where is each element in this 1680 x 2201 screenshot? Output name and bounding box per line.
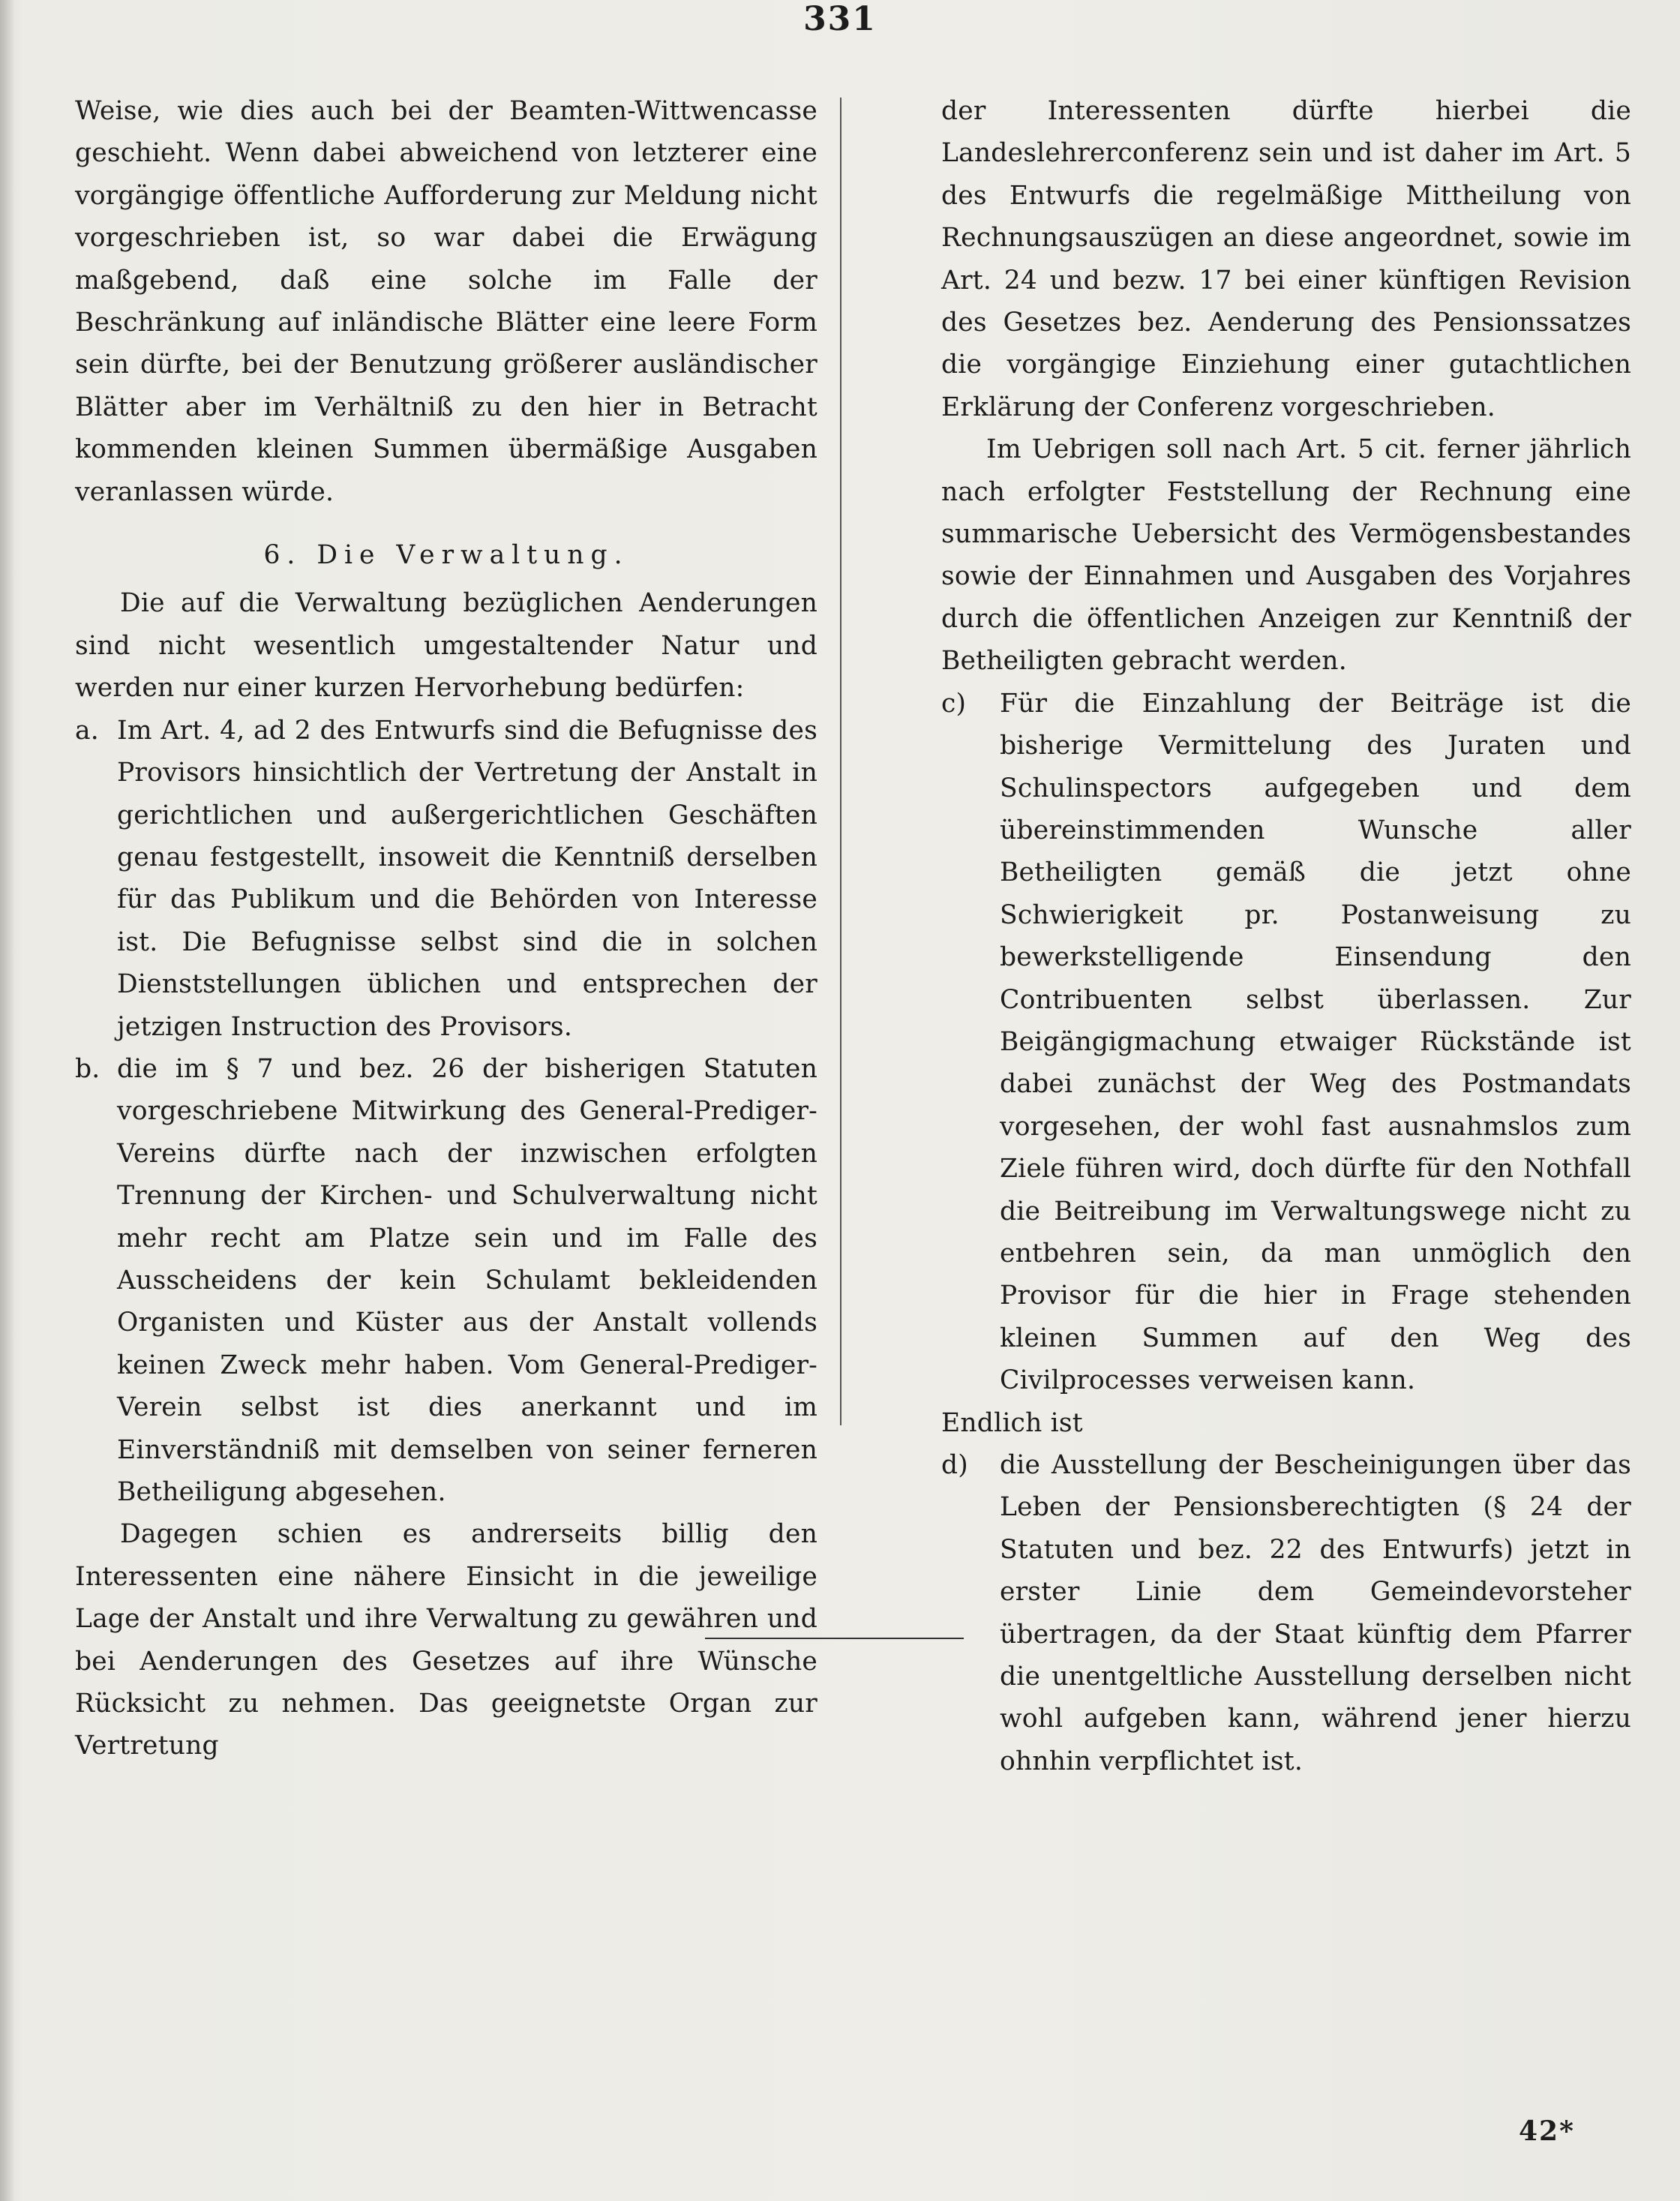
right-second-paragraph: Im Uebrigen soll nach Art. 5 cit. ferner jährlich nach erfolgter Feststellung der Rechnung eine summarische Uebersicht des Vermögensbestandes sowie der Einnahmen und Ausgaben des Vorjahres durch die öffentlichen Anzeigen zur Kenntniß der Betheiligten gebracht werden. [941,434,1631,677]
right-continuation-paragraph: der Interessenten dürfte hierbei die Landeslehrerconferenz sein und ist daher im Art. 5 des Entwurfs die regelmäßige Mittheilung von Rechnungsauszügen an diese angeordnet, sowie im Art. 24 und bezw. 17 bei einer künftigen Revision des Gesetzes bez. Aenderung des Pensionssatzes die vorgängige Einziehung einer gutachtlichen Erklärung der Conferenz vorgeschrieben. [941,96,1631,422]
footer-rule [705,1638,964,1639]
list-item-b-label: b. [75,1053,100,1084]
list-item-a-text: Im Art. 4, ad 2 des Entwurfs sind die Befugnisse des Provisors hinsichtlich der Vertretung der Anstalt in gerichtlichen und außergerichtlichen Geschäften genau festgestellt, insoweit die Kenntniß derselben für das Publikum und die Behörden von Interesse ist. Die Befugnisse selbst sind die in solchen Dienststellungen üblichen und entsprechen der jetzigen Instruction des Provisors. [117,715,818,1042]
column-divider [840,98,842,1425]
section-heading: 6. Die Verwaltung. [263,540,629,571]
page-binding-shadow [0,0,14,2201]
signature-mark: 42* [1519,2115,1575,2147]
list-item-a [75,710,818,1048]
list-item-b [75,1048,818,1513]
list-item-c [941,683,1631,1402]
list-item-a-label: a. [75,715,99,746]
list-item-d-text: die Ausstellung der Bescheinigungen über das Leben der Pensionsberechtigten (§ 24 der Statuten und bez. 22 des Entwurfs) jetzt in erster Linie dem Gemeindevorsteher übertragen, da der Staat künftig dem Pfarrer die unentgeltliche Ausstellung derselben nicht wohl aufgeben kann, während jener hierzu ohnhin verpflichtet ist. [1000,1450,1631,1776]
list-item-c-text: Für die Einzahlung der Beiträge ist die bisherige Vermittelung des Juraten und Schulinspectors aufgegeben und dem übereinstimmenden Wunsche aller Betheiligten gemäß die jetzt ohne Schwierigkeit pr. Postanweisung zu bewerkstelligende Einsendung den Contribuenten selbst überlassen. Zur Beigängigmachung etwaiger Rückstände ist dabei zunächst der Weg des Postmandats vorgesehen, der wohl fast ausnahmslos zum Ziele führen wird, doch dürfte für den Nothfall die Beitreibung im Verwaltungswege nicht zu entbehren sein, da man unmöglich den Provisor für die hier in Frage stehenden kleinen Summen auf den Weg des Civilprocesses verweisen kann. [1000,688,1631,1396]
page-number: 331 [803,0,877,38]
list-item-c-label: c) [941,688,967,719]
list-item-d-label: d) [941,1450,968,1480]
list-item-b-text: die im § 7 und bez. 26 der bisherigen Statuten vorgeschriebene Mitwirkung des General-Prediger-Vereins dürfte nach der inzwischen erfolgten Trennung der Kirchen- und Schulverwaltung nicht mehr recht am Platze sein und im Falle des Ausscheidens der kein Schulamt bekleidenden Organisten und Küster aus der Anstalt vollends keinen Zweck mehr haben. Vom General-Prediger-Verein selbst ist dies anerkannt und im Einverständniß mit demselben von seiner ferneren Betheiligung abgesehen. [117,1053,818,1507]
right-column [941,90,1631,1782]
left-closing-paragraph: Dagegen schien es andrerseits billig den Interessenten eine nähere Einsicht in die jeweilige Lage der Anstalt und ihre Verwaltung zu gewähren und bei Aenderungen des Gesetzes auf ihre Wünsche Rücksicht zu nehmen. Das geeignetste Organ zur Vertretung [75,1519,818,1761]
left-column [75,90,818,1767]
section-intro-paragraph: Die auf die Verwaltung bezüglichen Aenderungen sind nicht wesentlich umgestaltender Natur und werden nur einer kurzen Hervorhebung bedürfen: [75,588,818,704]
list-item-d [941,1444,1631,1782]
left-intro-paragraph: Weise, wie dies auch bei der Beamten-Wittwencasse geschieht. Wenn dabei abweichend von letzterer eine vorgängige öffentliche Aufforderung zur Meldung nicht vorgeschrieben ist, so war dabei die Erwägung maßgebend, daß eine solche im Falle der Beschränkung auf inländische Blätter eine leere Form sein dürfte, bei der Benutzung größerer ausländischer Blätter aber im Verhältniß zu den hier in Betracht kommenden kleinen Summen übermäßige Ausgaben veranlassen würde. [75,96,818,507]
endlich-line: Endlich ist [941,1407,1083,1438]
